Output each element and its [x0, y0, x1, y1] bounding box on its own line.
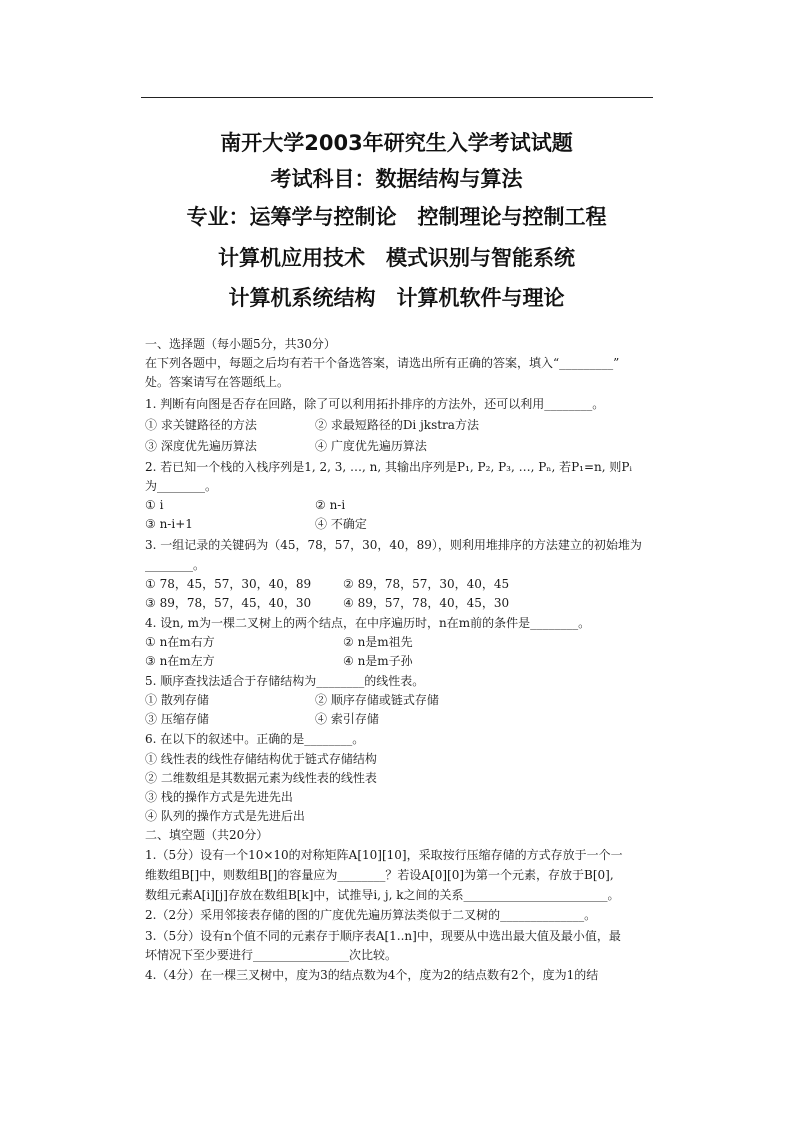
q4-option-row-1: [145, 634, 413, 650]
q5-option-row-2: [145, 711, 379, 727]
q5-option-row-1: [145, 692, 439, 708]
q5-option-d: ④ 索引存储: [315, 712, 379, 726]
exam-title: 南开大学2003年研究生入学考试试题: [220, 131, 573, 155]
q6-option-d: ④ 队列的操作方式是先进后出: [145, 809, 305, 823]
q5-option-c: ③ 压缩存储: [145, 712, 209, 726]
section1-instruction-2: 处。答案请写在答题纸上。: [145, 375, 290, 389]
majors-line-2: 计算机应用技术 模式识别与智能系统: [218, 246, 575, 270]
q5-stem: 5. 顺序查找法适合于存储结构为________的线性表。: [145, 674, 425, 688]
q2-option-c: ③ n-i+1: [145, 517, 193, 531]
fill-q2: 2.（2分）采用邻接表存储的图的广度优先遍历算法类似于二叉树的______________。: [145, 908, 597, 922]
q2-stem-1: 2. 若已知一个栈的入栈序列是1, 2, 3, …, n, 其输出序列是P₁, P₂, P₃, …, Pₙ, 若P₁=n, 则Pᵢ: [145, 460, 632, 474]
q6-option-b: ② 二维数组是其数据元素为线性表的线性表: [145, 771, 377, 785]
q6-option-c: ③ 栈的操作方式是先进先出: [145, 790, 293, 804]
q4-option-b: ② n是m祖先: [343, 635, 413, 649]
q3-option-d: ④ 89，57，78，40，45，30: [343, 596, 510, 610]
q3-option-c: ③ 89，78，57，45，40，30: [145, 596, 312, 610]
q3-option-b: ② 89，78，57，30，40，45: [343, 577, 510, 591]
section1-heading: 一、选择题（每小题5分，共30分）: [145, 337, 336, 351]
q1-stem: 1. 判断有向图是否存在回路，除了可以利用拓扑排序的方法外，还可以利用________。: [145, 397, 605, 411]
section2-heading: 二、填空题（共20分）: [145, 828, 269, 842]
q1-option-b: ② 求最短路径的Di jkstra方法: [315, 418, 479, 432]
q4-option-row-2: [145, 653, 413, 669]
q5-option-b: ② 顺序存储或链式存储: [315, 693, 439, 707]
q3-stem-1: 3. 一组记录的关键码为（45，78，57，30，40，89），则利用堆排序的方法建立的初始堆为: [145, 538, 642, 552]
q3-option-a: ① 78，45，57，30，40，89: [145, 577, 312, 591]
q3-option-row-1: [145, 576, 510, 592]
q2-option-a: ① i: [145, 498, 164, 512]
q2-option-row-2: [145, 516, 367, 532]
q2-option-b: ② n-i: [315, 498, 346, 512]
exam-subject: 考试科目：数据结构与算法: [270, 167, 523, 191]
q6-stem: 6. 在以下的叙述中。正确的是________。: [145, 732, 365, 746]
q2-stem-2: 为________。: [145, 479, 218, 493]
q2-option-d: ④ 不确定: [315, 517, 367, 531]
q4-option-d: ④ n是m子孙: [343, 654, 413, 668]
q1-option-row-1: [145, 417, 479, 433]
q3-stem-2: ________。: [145, 558, 206, 572]
q4-stem: 4. 设n, m为一棵二叉树上的两个结点，在中序遍历时，n在m前的条件是________。: [145, 616, 591, 630]
q1-option-c: ③ 深度优先遍历算法: [145, 439, 257, 453]
q1-option-a: ① 求关键路径的方法: [145, 418, 257, 432]
q1-option-d: ④ 广度优先遍历算法: [315, 439, 427, 453]
q2-option-row-1: [145, 497, 346, 513]
majors-line-1: 专业：运筹学与控制论 控制理论与控制工程: [186, 205, 607, 229]
q4-option-a: ① n在m右方: [145, 635, 215, 649]
section1-instruction-1: 在下列各题中，每题之后均有若干个备选答案，请选出所有正确的答案，填入“_________”: [145, 356, 620, 370]
q1-option-row-2: [145, 438, 427, 454]
q3-option-row-2: [145, 595, 510, 611]
fill-q4-line-1: 4.（4分）在一棵三叉树中，度为3的结点数为4个，度为2的结点数有2个，度为1的结: [145, 968, 599, 982]
q4-option-c: ③ n在m左方: [145, 654, 215, 668]
fill-q1-line-1: 1.（5分）设有一个10×10的对称矩阵A[10][10]，采取按行压缩存储的方式存放于一个一: [145, 848, 623, 862]
q6-option-a: ① 线性表的线性存储结构优于链式存储结构: [145, 752, 377, 766]
fill-q3-line-2: 坏情况下至少要进行________________次比较。: [145, 948, 398, 962]
top-rule: [141, 97, 653, 98]
fill-q1-line-3: 数组元素A[i][j]存放在数组B[k]中，试推导i, j, k之间的关系________________________。: [145, 888, 620, 902]
fill-q1-line-2: 维数组B[]中，则数组B[]的容量应为________？若设A[0][0]为第一个元素，存放于B[0],: [145, 868, 614, 882]
q5-option-a: ① 散列存储: [145, 693, 209, 707]
majors-line-3: 计算机系统结构 计算机软件与理论: [228, 286, 565, 310]
fill-q3-line-1: 3.（5分）设有n个值不同的元素存于顺序表A[1..n]中，现要从中选出最大值及最小值，最: [145, 929, 621, 943]
